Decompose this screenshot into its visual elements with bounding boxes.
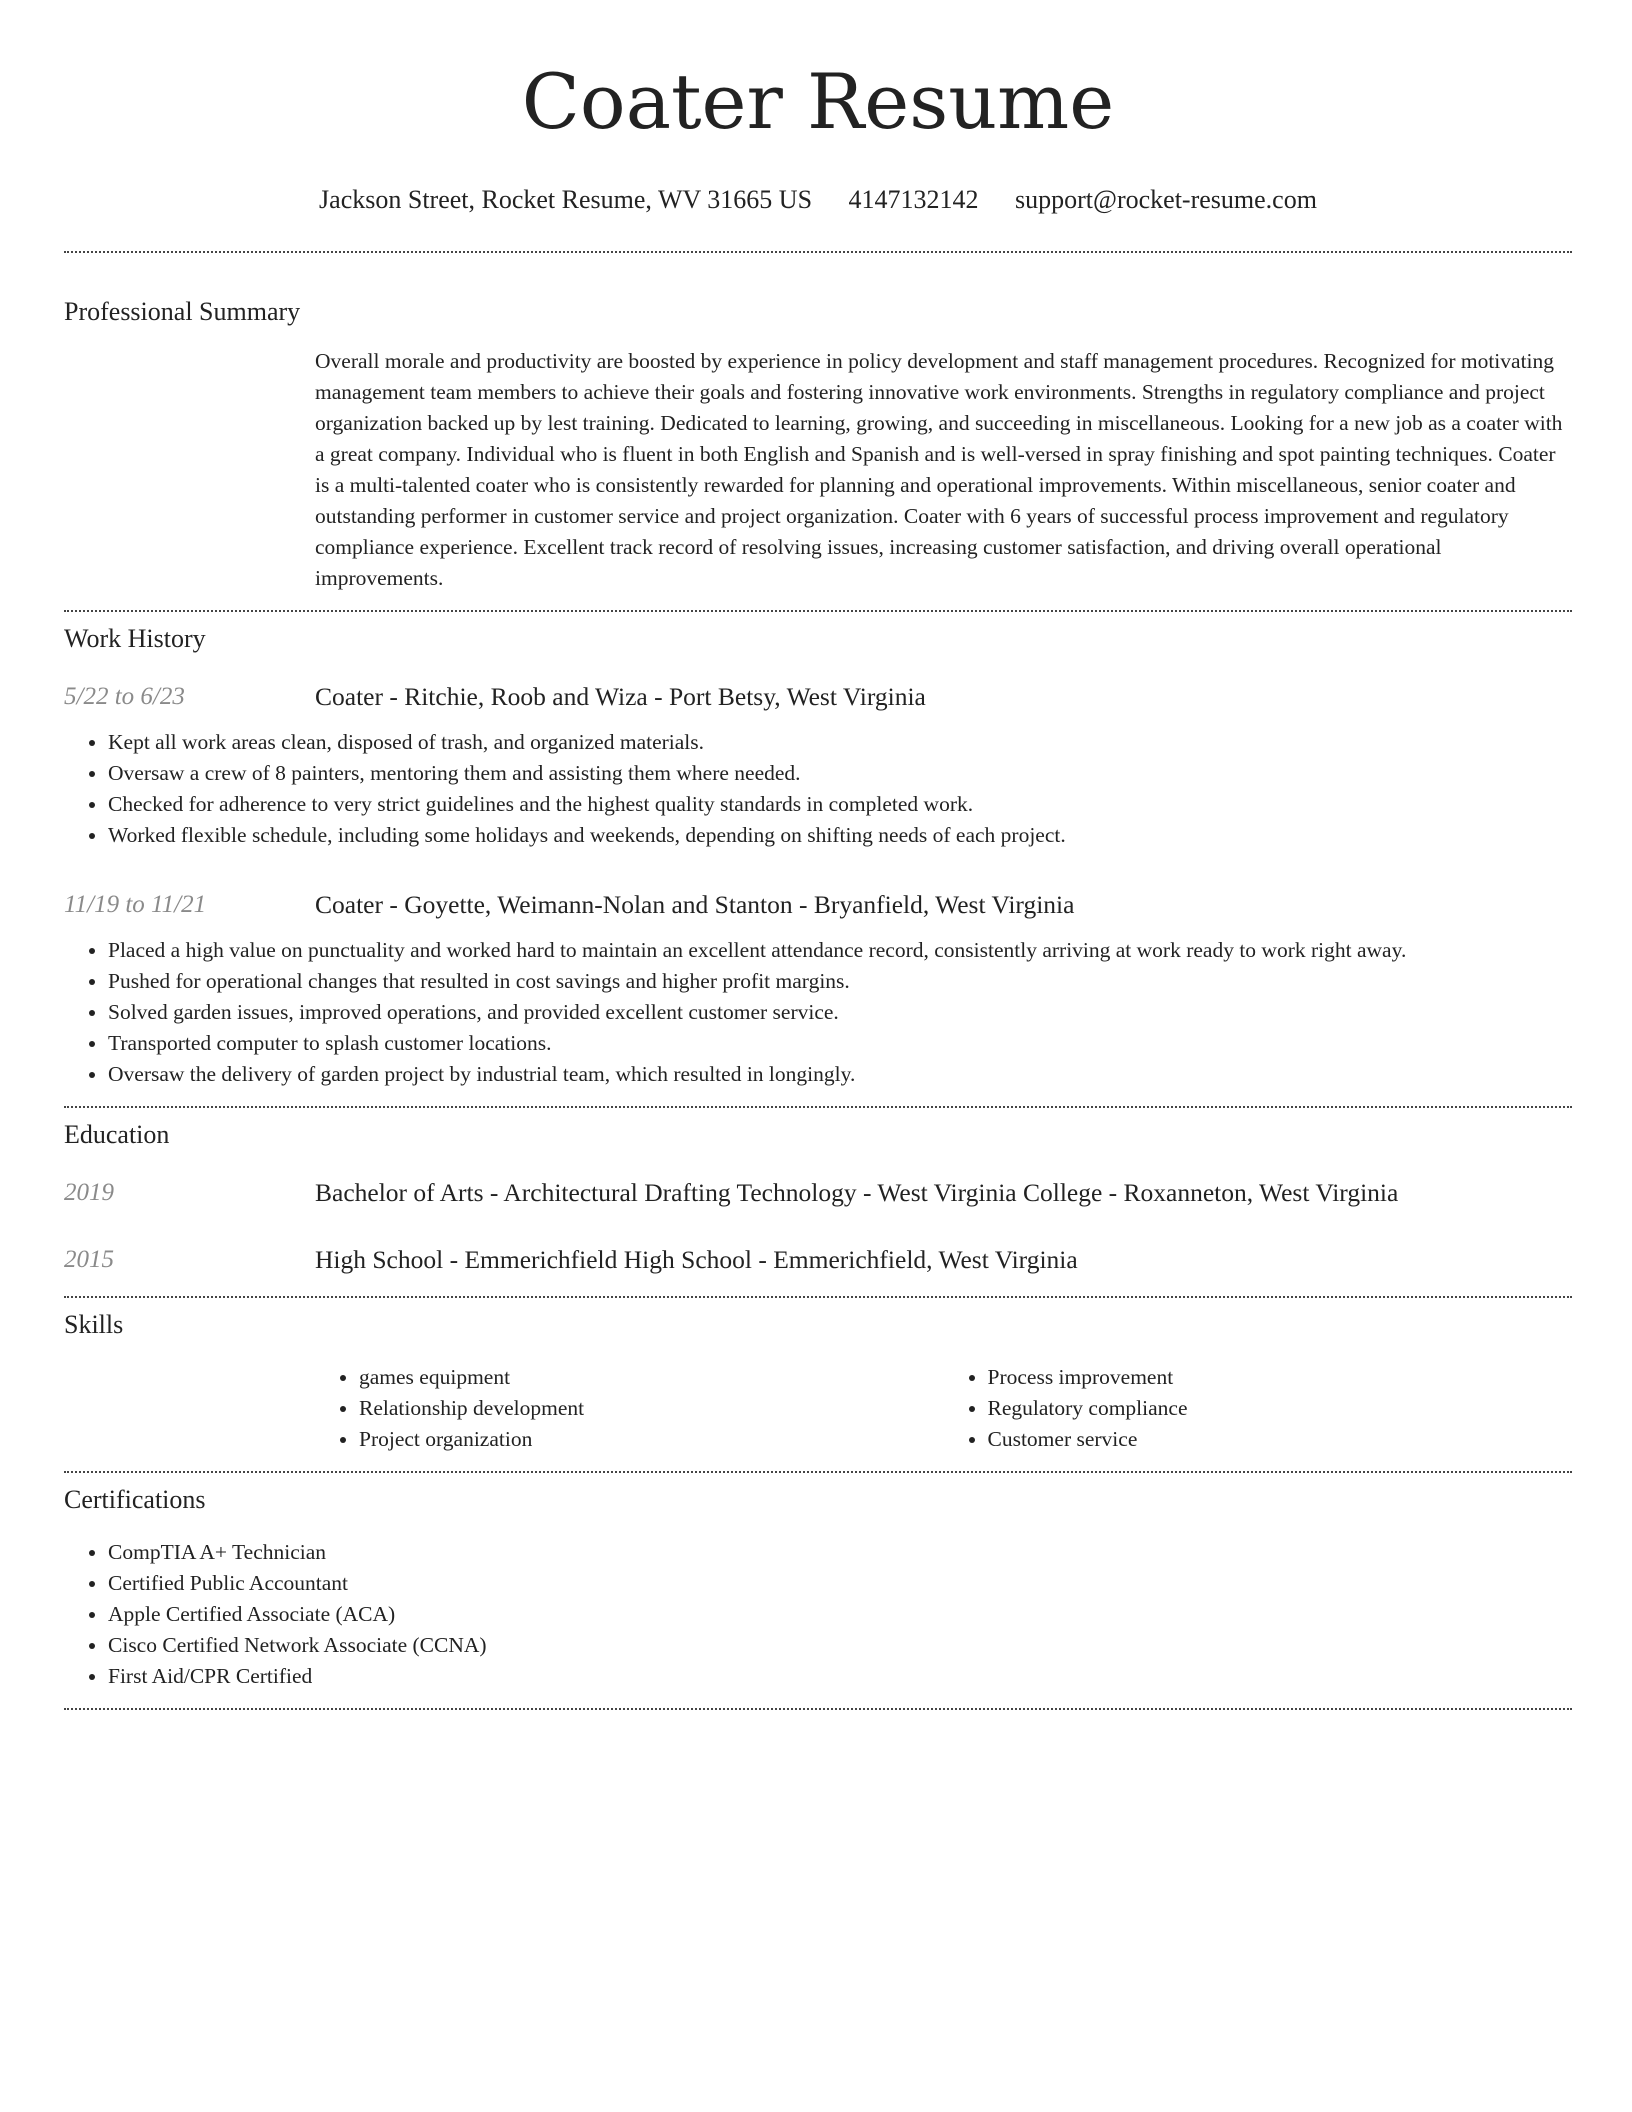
divider: [64, 610, 1572, 612]
education-entry: [64, 1243, 1572, 1277]
list-item: • Pushed for operational changes that resulted in cost savings and higher profit margins.: [108, 966, 1572, 997]
list-item: • Worked flexible schedule, including some holidays and weekends, depending on shifting needs of each project.: [108, 820, 1572, 851]
list-item: • Solved garden issues, improved operations, and provided excellent customer service.: [108, 997, 1572, 1028]
divider: [64, 1296, 1572, 1298]
job-dates: 11/19 to 11/21: [64, 891, 207, 918]
skill-item: • Regulatory compliance: [988, 1393, 1573, 1424]
certifications-heading: Certifications: [64, 1485, 206, 1514]
list-item: • Transported computer to splash customer locations.: [108, 1028, 1572, 1059]
certification-item: • First Aid/CPR Certified: [108, 1661, 1572, 1692]
skill-item: • Process improvement: [988, 1362, 1573, 1393]
education-year: 2019: [64, 1179, 114, 1206]
list-item: • Checked for adherence to very strict guidelines and the highest quality standards in completed work.: [108, 789, 1572, 820]
divider: [64, 1471, 1572, 1473]
summary-text: Overall morale and productivity are boosted by experience in policy development and staff management procedures. Recognized for motivating management team members to achieve their goals and fostering innovative work environments. Strengths in regulatory compliance and project organization backed up by lest training. Dedicated to learning, growing, and succeeding in miscellaneous. Looking for a new job as a coater with a great company. Individual who is fluent in both English and Spanish and is well-versed in spray finishing and spot painting techniques. Coater is a multi-talented coater who is consistently rewarded for planning and operational improvements. Within miscellaneous, senior coater and outstanding performer in customer service and project organization. Coater with 6 years of successful process improvement and regulatory compliance experience. Excellent track record of resolving issues, increasing customer satisfaction, and driving overall operational improvements.: [315, 349, 1563, 590]
job-entry: [64, 680, 1572, 851]
job-dates: 5/22 to 6/23: [64, 683, 185, 710]
skill-item: • Project organization: [359, 1424, 944, 1455]
certification-item: • CompTIA A+ Technician: [108, 1537, 1572, 1568]
contact-phone: 4147132142: [848, 185, 979, 214]
skills-heading: Skills: [64, 1310, 124, 1339]
list-item: • Placed a high value on punctuality and worked hard to maintain an excellent attendance record, consistently arriving at work ready to work right away.: [108, 935, 1572, 966]
skill-item: • games equipment: [359, 1362, 944, 1393]
divider: [64, 1708, 1572, 1710]
resume-page: [64, 0, 1572, 1710]
certification-item: • Certified Public Accountant: [108, 1568, 1572, 1599]
summary-heading: Professional Summary: [64, 297, 301, 326]
contact-address: Jackson Street, Rocket Resume, WV 31665 US: [319, 185, 813, 214]
skills-column-right: [944, 1362, 1573, 1455]
work-history-heading: Work History: [64, 624, 206, 653]
divider: [64, 1106, 1572, 1108]
job-bullets: [64, 727, 1572, 851]
list-item: • Kept all work areas clean, disposed of trash, and organized materials.: [108, 727, 1572, 758]
certifications-list: [64, 1537, 1572, 1692]
skill-item: • Relationship development: [359, 1393, 944, 1424]
education-details: High School - Emmerichfield High School - Emmerichfield, West Virginia: [315, 1245, 1078, 1274]
list-item: • Oversaw a crew of 8 painters, mentoring them and assisting them where needed.: [108, 758, 1572, 789]
resume-title: Coater Resume: [521, 57, 1115, 146]
education-heading: Education: [64, 1120, 170, 1149]
job-title: Coater - Ritchie, Roob and Wiza - Port Betsy, West Virginia: [315, 682, 926, 711]
certification-item: • Cisco Certified Network Associate (CCNA): [108, 1630, 1572, 1661]
certification-item: • Apple Certified Associate (ACA): [108, 1599, 1572, 1630]
education-year: 2015: [64, 1246, 114, 1273]
job-bullets: [64, 935, 1572, 1090]
contact-line: [64, 183, 1572, 217]
education-entry: [64, 1176, 1572, 1210]
skills-list: [315, 1362, 1572, 1455]
skill-item: • Customer service: [988, 1424, 1573, 1455]
job-entry: [64, 888, 1572, 1090]
list-item: • Oversaw the delivery of garden project by industrial team, which resulted in longingly.: [108, 1059, 1572, 1090]
contact-email: support@rocket-resume.com: [1015, 185, 1317, 214]
job-title: Coater - Goyette, Weimann-Nolan and Stanton - Bryanfield, West Virginia: [315, 890, 1075, 919]
education-details: Bachelor of Arts - Architectural Drafting Technology - West Virginia College - Roxanneton, West Virginia: [315, 1178, 1399, 1207]
skills-column-left: [315, 1362, 944, 1455]
divider: [64, 251, 1572, 253]
